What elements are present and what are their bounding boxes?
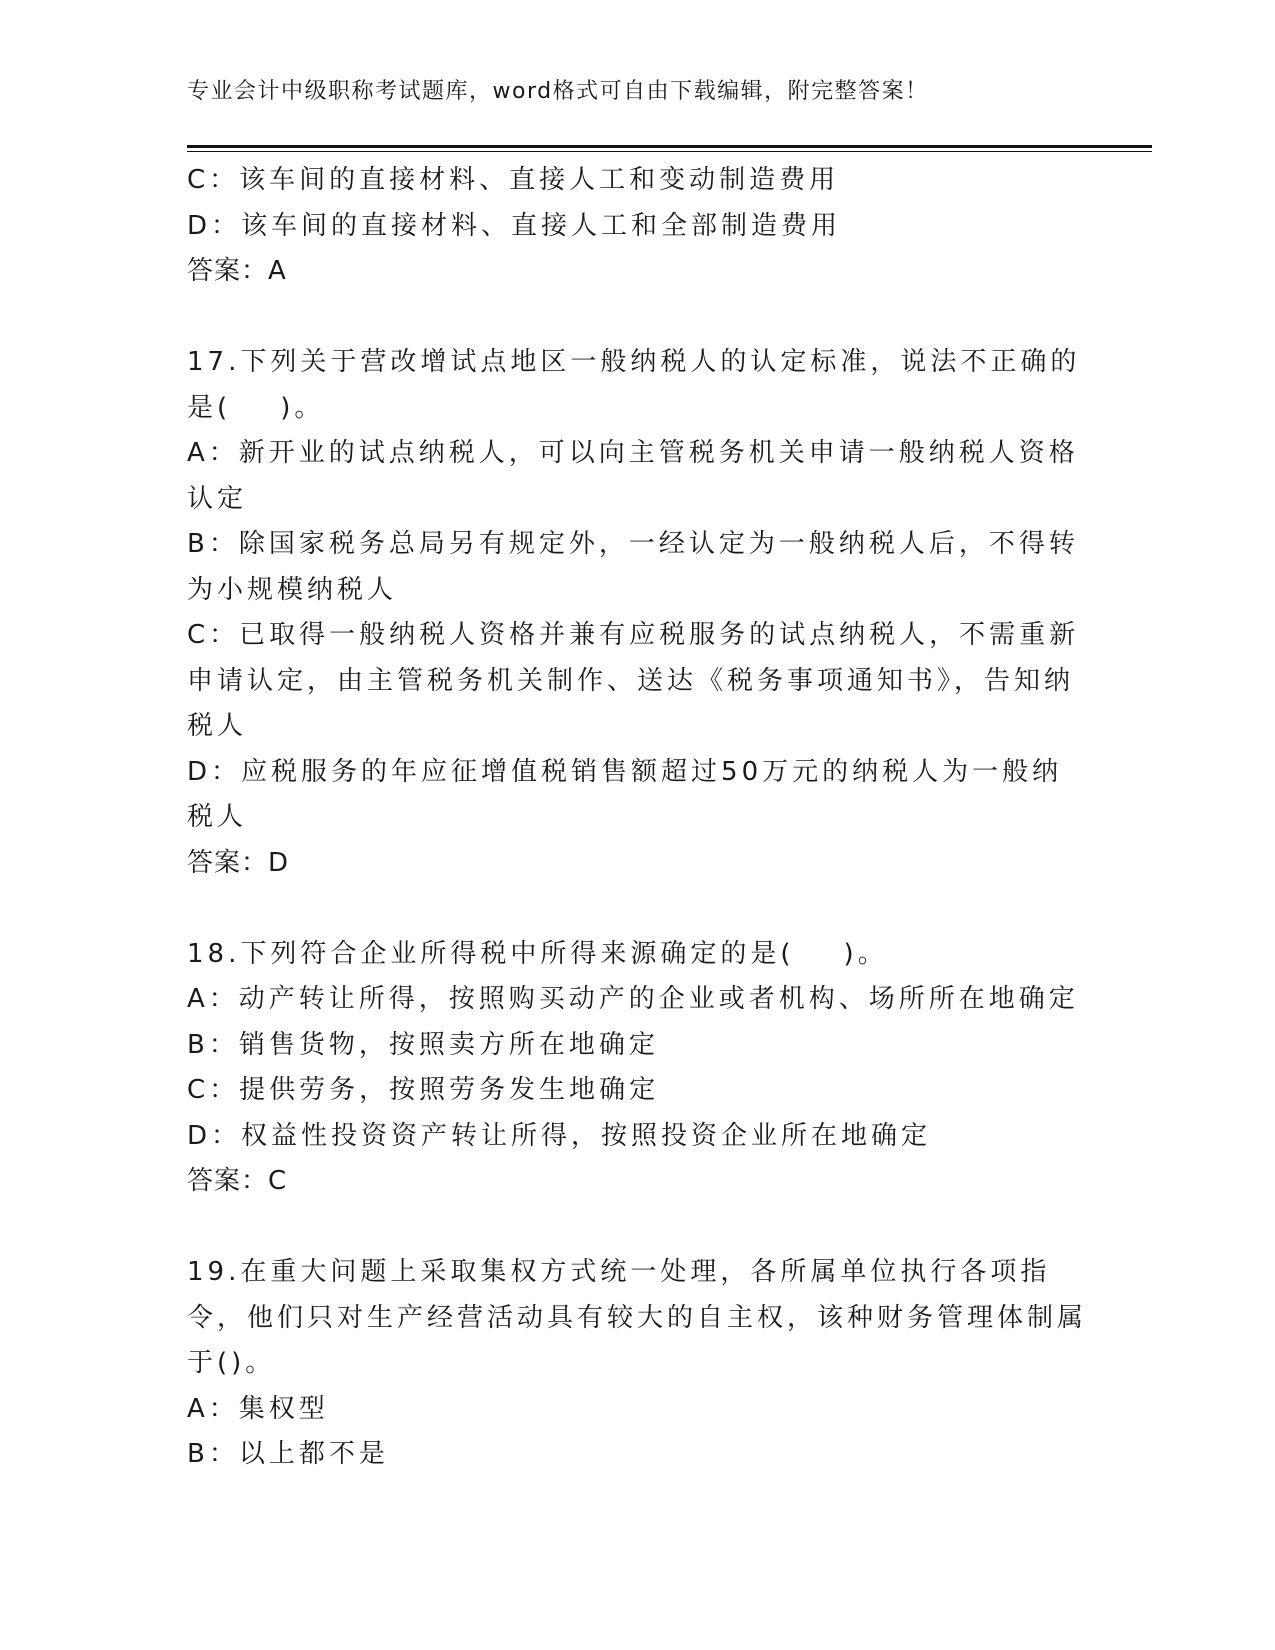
prev-question <box>187 158 1087 295</box>
question-17 <box>187 340 1087 886</box>
option-a: A：动产转让所得，按照购买动产的企业或者机构、场所所在地确定 <box>187 984 1079 1014</box>
option-c: C：已取得一般纳税人资格并兼有应税服务的试点纳税人，不需重新申请认定，由主管税务机关制作、送达《税务事项通知书》，告知纳税人 <box>187 620 1080 741</box>
spacer <box>187 295 1087 341</box>
header-rule-thick <box>187 145 1152 148</box>
spacer <box>187 886 1087 932</box>
option-c: C：该车间的直接材料、直接人工和变动制造费用 <box>187 165 840 195</box>
question-18 <box>187 932 1087 1205</box>
answer: 答案：A <box>187 256 287 286</box>
option-a: A：新开业的试点纳税人，可以向主管税务机关申请一般纳税人资格认定 <box>187 438 1079 514</box>
option-b: B：销售货物，按照卖方所在地确定 <box>187 1029 659 1060</box>
question-stem: 17.下列关于营改增试点地区一般纳税人的认定标准，说法不正确的是( )。 <box>187 347 1081 423</box>
question-stem: 19.在重大问题上采取集权方式统一处理，各所属单位执行各项指令，他们只对生产经营活动具有较大的自主权，该种财务管理体制属于()。 <box>187 1257 1088 1378</box>
spacer <box>187 1205 1087 1251</box>
answer: 答案：D <box>187 847 290 878</box>
question-stem: 18.下列符合企业所得税中所得来源确定的是( )。 <box>187 938 888 969</box>
question-content <box>187 158 1087 1478</box>
option-c: C：提供劳务，按照劳务发生地确定 <box>187 1075 660 1105</box>
option-d: D：应税服务的年应征增值税销售额超过50万元的纳税人为一般纳税人 <box>187 756 1063 832</box>
header-rule-thin <box>187 151 1152 152</box>
option-a: A：集权型 <box>187 1393 329 1424</box>
option-d: D：权益性投资资产转让所得，按照投资企业所在地确定 <box>187 1120 932 1151</box>
option-b: B：除国家税务总局另有规定外，一经认定为一般纳税人后，不得转为小规模纳税人 <box>187 529 1079 605</box>
option-d: D：该车间的直接材料、直接人工和全部制造费用 <box>187 210 842 241</box>
option-b: B：以上都不是 <box>187 1439 389 1469</box>
page-header: 专业会计中级职称考试题库，word格式可自由下载编辑，附完整答案！ <box>187 79 929 104</box>
question-19 <box>187 1250 1087 1478</box>
answer: 答案：C <box>187 1166 288 1196</box>
